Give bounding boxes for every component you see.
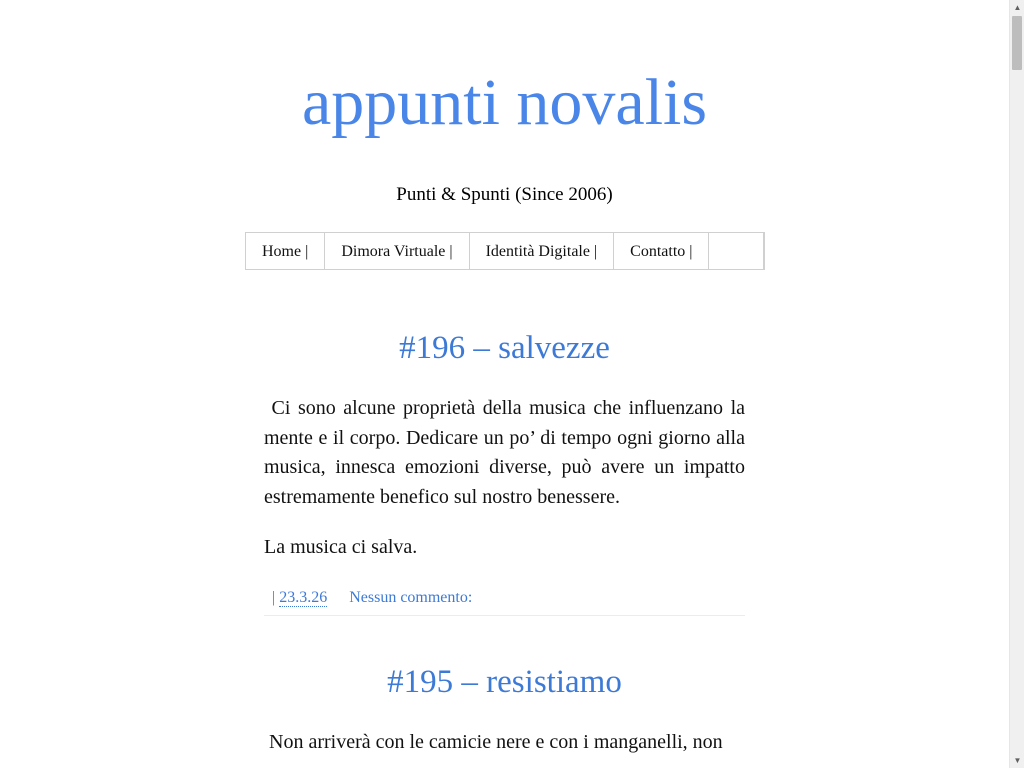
- nav-item-contatto[interactable]: Contatto |: [614, 233, 709, 269]
- post-196: [264, 328, 751, 616]
- post-footer: [264, 587, 745, 616]
- nav-item-home[interactable]: Home |: [246, 233, 325, 269]
- post-date-link[interactable]: 23.3.26: [279, 588, 328, 606]
- post-comments-link[interactable]: Nessun commento:: [349, 588, 473, 606]
- post-title[interactable]: #196 – salvezze: [399, 330, 610, 366]
- nav-item-dimora-virtuale[interactable]: Dimora Virtuale |: [325, 233, 469, 269]
- vertical-scrollbar[interactable]: [1009, 0, 1024, 768]
- main-nav: [245, 232, 765, 270]
- post-paragraph: Non arriverà con le camicie nere e con i manganelli, non: [264, 731, 723, 753]
- triangle-down-icon[interactable]: ▼: [1013, 756, 1022, 765]
- post-paragraph: La musica ci salva.: [264, 536, 418, 558]
- triangle-up-icon[interactable]: ▲: [1013, 3, 1022, 12]
- scrollbar-thumb[interactable]: [1012, 16, 1022, 70]
- post-paragraph: Ci sono alcune proprietà della musica che influenzano la mente e il corpo. Dedicare un po’ di tempo ogni giorno alla musica, innesca emozioni diverse, può avere un impatto estremamente benefico sul nostro benessere.: [264, 397, 751, 508]
- post-title[interactable]: #195 – resistiamo: [387, 664, 622, 700]
- footer-separator: |: [272, 588, 276, 606]
- post-body: [264, 728, 745, 758]
- post-195: [264, 662, 745, 758]
- post-body: [264, 394, 751, 563]
- site-title[interactable]: appunti novalis: [301, 66, 708, 139]
- site-tagline: Punti & Spunti (Since 2006): [396, 184, 613, 205]
- nav-item-empty: [709, 233, 764, 269]
- nav-item-identita-digitale[interactable]: Identità Digitale |: [470, 233, 615, 269]
